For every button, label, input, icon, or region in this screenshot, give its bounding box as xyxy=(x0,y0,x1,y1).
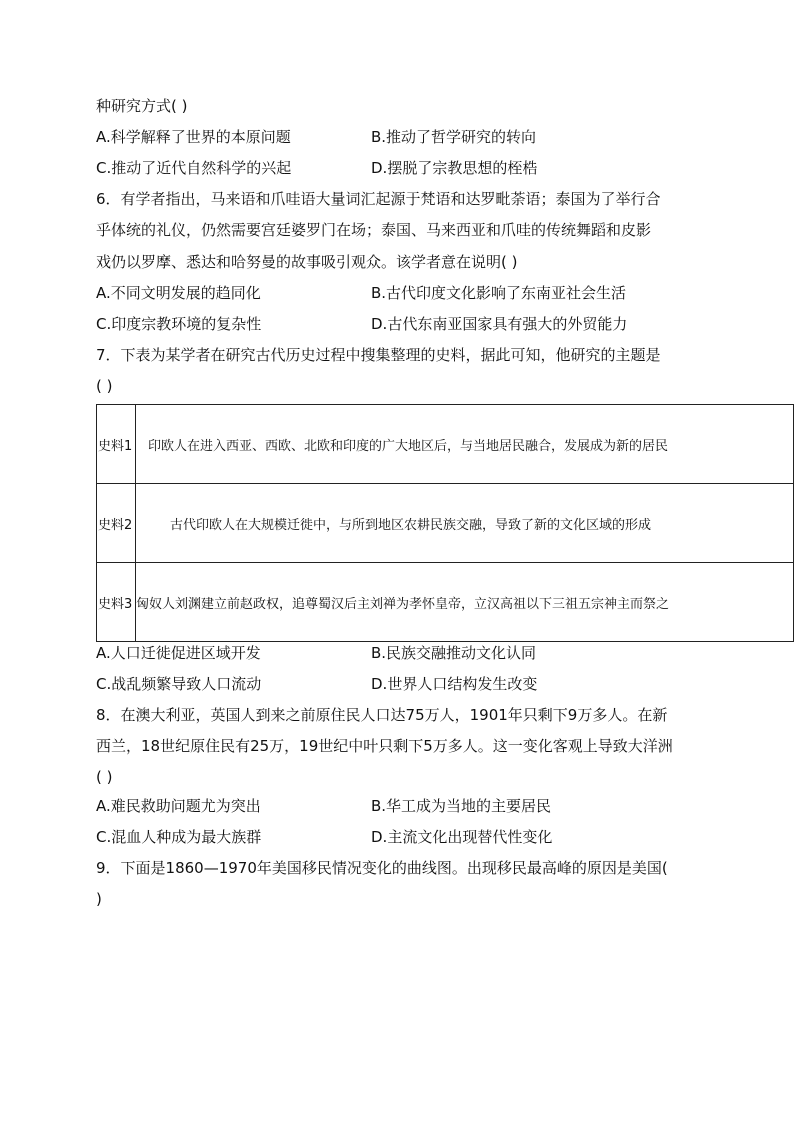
source-label: 史料3 xyxy=(97,563,136,642)
q7-option-b: B.民族交融推动文化认同 xyxy=(371,644,537,662)
table-row xyxy=(97,563,794,642)
question-6-line-2: 乎体统的礼仪，仍然需要宫廷婆罗门在场；泰国、马来西亚和爪哇的传统舞蹈和皮影 xyxy=(96,221,652,239)
q8-option-d: D.主流文化出现替代性变化 xyxy=(371,828,553,846)
question-8-line-2: 西兰，18世纪原住民有25万，19世纪中叶只剩下5万多人。这一变化客观上导致大洋洲 xyxy=(96,737,673,755)
table-row xyxy=(97,405,794,484)
question-7-line-2: ( ) xyxy=(96,377,113,395)
q6-option-b: B.古代印度文化影响了东南亚社会生活 xyxy=(371,284,627,302)
question-8-line-1: 8．在澳大利亚，英国人到来之前原住民人口达75万人，1901年只剩下9万多人。在新 xyxy=(96,706,668,724)
q7-source-table xyxy=(96,404,794,642)
q6-option-d: D.古代东南亚国家具有强大的外贸能力 xyxy=(371,315,628,333)
q5-option-a: A.科学解释了世界的本原问题 xyxy=(96,128,291,146)
q8-option-c: C.混血人种成为最大族群 xyxy=(96,828,262,846)
q6-option-c: C.印度宗教环境的复杂性 xyxy=(96,315,262,333)
question-9-line-2: ) xyxy=(96,890,102,908)
source-text: 印欧人在进入西亚、西欧、北欧和印度的广大地区后，与当地居民融合，发展成为新的居民 xyxy=(136,405,794,484)
source-text: 古代印欧人在大规模迁徙中，与所到地区农耕民族交融，导致了新的文化区域的形成 xyxy=(136,484,794,563)
source-label: 史料2 xyxy=(97,484,136,563)
question-6-line-1: 6．有学者指出，马来语和爪哇语大量词汇起源于梵语和达罗毗荼语；泰国为了举行合 xyxy=(96,190,661,208)
question-9-line-1: 9．下面是1860—1970年美国移民情况变化的曲线图。出现移民最高峰的原因是美国( xyxy=(96,859,668,877)
question-5-stem-end: 种研究方式( ) xyxy=(96,97,188,115)
q7-option-c: C.战乱频繁导致人口流动 xyxy=(96,675,262,693)
q8-option-b: B.华工成为当地的主要居民 xyxy=(371,797,552,815)
table-row xyxy=(97,484,794,563)
source-text: 匈奴人刘渊建立前赵政权，追尊蜀汉后主刘禅为孝怀皇帝，立汉高祖以下三祖五宗神主而祭之 xyxy=(136,563,794,642)
question-6-line-3: 戏仍以罗摩、悉达和哈努曼的故事吸引观众。该学者意在说明( ) xyxy=(96,253,518,271)
source-label: 史料1 xyxy=(97,405,136,484)
q7-option-a: A.人口迁徙促进区域开发 xyxy=(96,644,261,662)
q8-option-a: A.难民救助问题尤为突出 xyxy=(96,797,261,815)
q5-option-c: C.推动了近代自然科学的兴起 xyxy=(96,159,292,177)
q5-option-d: D.摆脱了宗教思想的桎梏 xyxy=(371,159,538,177)
question-7-line-1: 7．下表为某学者在研究古代历史过程中搜集整理的史料，据此可知，他研究的主题是 xyxy=(96,346,661,364)
q7-option-d: D.世界人口结构发生改变 xyxy=(371,675,538,693)
question-8-line-3: ( ) xyxy=(96,768,113,786)
q5-option-b: B.推动了哲学研究的转向 xyxy=(371,128,537,146)
q6-option-a: A.不同文明发展的趋同化 xyxy=(96,284,261,302)
